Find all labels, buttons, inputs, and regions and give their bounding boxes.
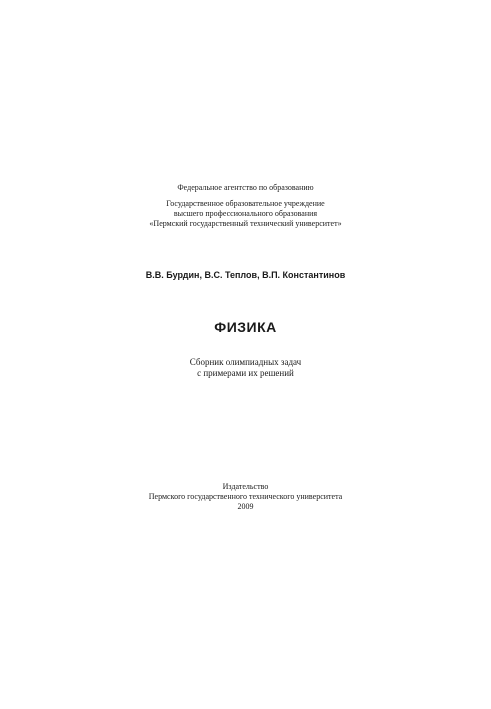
book-title-text: ФИЗИКА <box>214 319 277 335</box>
agency-line <box>0 183 491 193</box>
agency-text: Федеральное агентство по образованию <box>177 183 314 192</box>
publisher-block <box>0 482 491 512</box>
authors-line <box>0 270 491 281</box>
institution-line-3: «Пермский государственный технический университет» <box>149 219 342 228</box>
institution-line-1: Государственное образовательное учреждение <box>166 199 325 208</box>
authors-text: В.В. Бурдин, В.С. Теплов, В.П. Константинов <box>145 270 346 280</box>
subtitle-line-1: Сборник олимпиадных задач <box>189 357 302 367</box>
publication-year: 2009 <box>237 502 254 511</box>
subtitle-line-2: с примерами их решений <box>197 368 294 378</box>
institution-line-2: высшего профессионального образования <box>173 209 318 218</box>
institution-block <box>0 199 491 229</box>
book-subtitle <box>0 357 491 379</box>
publisher-line-1: Издательство <box>222 482 269 491</box>
publisher-line-2: Пермского государственного технического университета <box>148 492 343 501</box>
book-title <box>0 319 491 335</box>
